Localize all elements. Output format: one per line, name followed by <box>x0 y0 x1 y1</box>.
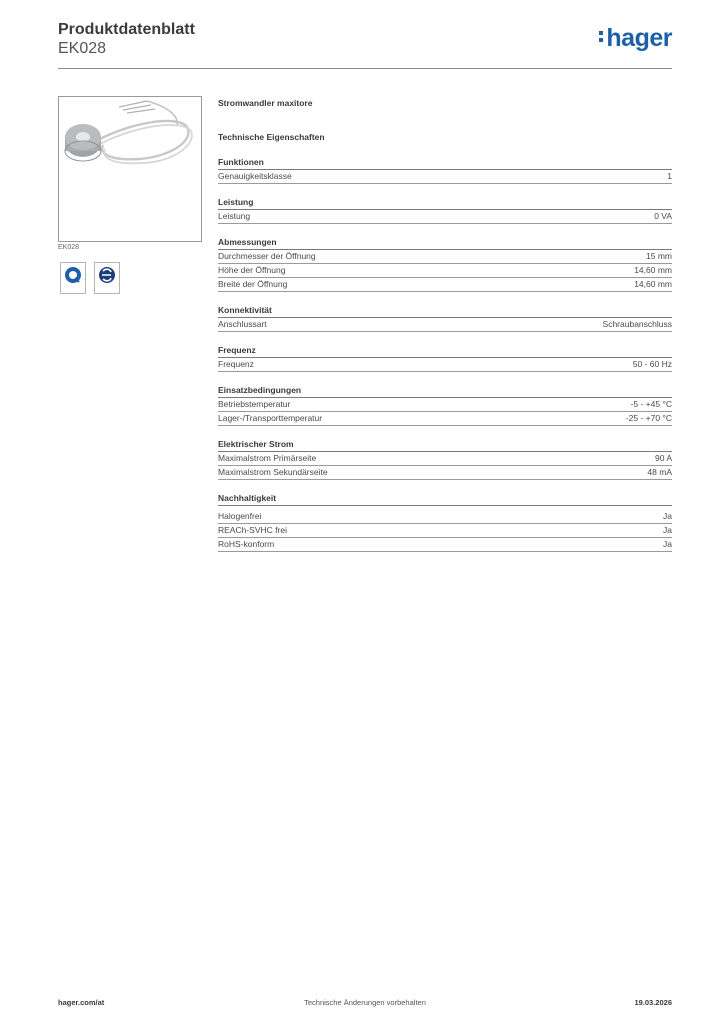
spec-value: 50 - 60 Hz <box>632 359 672 369</box>
group-title: Nachhaltigkeit <box>218 492 672 506</box>
page-title: Produktdatenblatt <box>58 21 195 38</box>
spec-value: -25 - +70 °C <box>625 413 672 423</box>
quality-q-icon <box>61 263 85 293</box>
spec-group-konnektivitaet <box>218 304 672 332</box>
spec-group-leistung <box>218 196 672 224</box>
logo-text: hager <box>606 24 672 52</box>
spec-group-abmessungen <box>218 236 672 292</box>
spec-value: 14,60 mm <box>634 265 672 275</box>
product-image <box>58 96 202 242</box>
spec-label: Maximalstrom Sekundärseite <box>218 467 328 477</box>
spec-row <box>218 524 672 538</box>
group-title: Konnektivität <box>218 304 672 318</box>
spec-label: Durchmesser der Öffnung <box>218 251 316 261</box>
spec-label: Genauigkeitsklasse <box>218 171 292 181</box>
eco-e-icon <box>95 263 119 293</box>
spec-group-elektrischer-strom <box>218 438 672 480</box>
product-specifications <box>218 96 672 552</box>
spec-row <box>218 170 672 184</box>
spec-value: -5 - +45 °C <box>630 399 672 409</box>
spec-value: 0 VA <box>654 211 672 221</box>
quality-badge <box>60 262 86 294</box>
footer-notice: Technische Änderungen vorbehalten <box>304 998 426 1007</box>
spec-row <box>218 412 672 426</box>
spec-label: Höhe der Öffnung <box>218 265 286 275</box>
spec-row <box>218 318 672 332</box>
spec-label: RoHS-konform <box>218 539 275 549</box>
spec-label: Frequenz <box>218 359 254 369</box>
spec-label: Lager-/Transporttemperatur <box>218 413 323 423</box>
spec-label: Halogenfrei <box>218 511 262 521</box>
spec-label: Maximalstrom Primärseite <box>218 453 317 463</box>
article-number: EK028 <box>58 40 107 57</box>
spec-value: 1 <box>667 171 672 181</box>
spec-row <box>218 358 672 372</box>
product-name: Stromwandler maxitore <box>218 98 313 108</box>
certification-badges <box>60 262 120 294</box>
spec-row <box>218 398 672 412</box>
spec-label: REACh-SVHC frei <box>218 525 287 535</box>
spec-value: 90 A <box>654 453 672 463</box>
spec-value: Ja <box>663 539 672 549</box>
spec-row <box>218 264 672 278</box>
spec-group-frequenz <box>218 344 672 372</box>
footer-date: 19.03.2026 <box>634 998 672 1007</box>
header-divider <box>58 68 672 69</box>
current-transformer-illustration <box>59 97 201 241</box>
image-caption: EK028 <box>58 244 80 251</box>
spec-row <box>218 250 672 264</box>
spec-row <box>218 452 672 466</box>
spec-label: Leistung <box>218 211 251 221</box>
spec-label: Betriebstemperatur <box>218 399 291 409</box>
group-title: Einsatzbedingungen <box>218 384 672 398</box>
spec-row <box>218 278 672 292</box>
spec-row <box>218 538 672 552</box>
eco-badge <box>94 262 120 294</box>
spec-group-einsatzbedingungen <box>218 384 672 426</box>
group-title: Leistung <box>218 196 672 210</box>
spec-row <box>218 510 672 524</box>
group-title: Elektrischer Strom <box>218 438 672 452</box>
group-title: Funktionen <box>218 156 672 170</box>
spec-value: 14,60 mm <box>634 279 672 289</box>
spec-value: Schraubanschluss <box>602 319 672 329</box>
spec-group-funktionen <box>218 156 672 184</box>
logo-dots-icon <box>599 28 604 45</box>
spec-row <box>218 466 672 480</box>
spec-label: Breite der Öffnung <box>218 279 288 289</box>
spec-row <box>218 210 672 224</box>
spec-value: Ja <box>663 511 672 521</box>
spec-group-nachhaltigkeit <box>218 492 672 552</box>
spec-value: 48 mA <box>647 467 672 477</box>
hager-logo <box>599 24 672 53</box>
footer-website-link[interactable]: hager.com/at <box>58 998 105 1007</box>
group-title: Abmessungen <box>218 236 672 250</box>
page-header <box>58 20 672 58</box>
group-title: Frequenz <box>218 344 672 358</box>
spec-value: Ja <box>663 525 672 535</box>
spec-label: Anschlussart <box>218 319 267 329</box>
spec-value: 15 mm <box>646 251 672 261</box>
section-heading: Technische Eigenschaften <box>218 132 325 142</box>
